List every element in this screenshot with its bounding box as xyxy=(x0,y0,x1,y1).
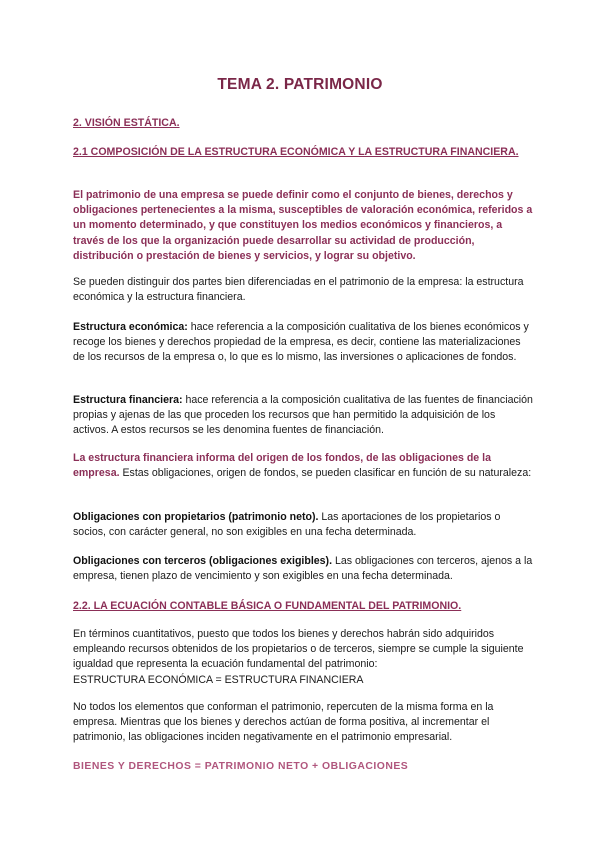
intro-paragraph: Se pueden distinguir dos partes bien diferenciadas en el patrimonio de la empresa: la estructura económica y la estructura financiera. xyxy=(73,276,524,304)
obligations-intro-text: Estas obligaciones, origen de fondos, se pueden clasificar en función de su naturaleza: xyxy=(119,467,532,480)
equation-paragraph xyxy=(73,627,533,688)
financial-structure-term: Estructura financiera: xyxy=(73,394,183,406)
economic-structure-term: Estructura económica: xyxy=(73,321,188,333)
impact-paragraph: No todos los elementos que conforman el patrimonio, repercuten de la misma forma en la empresa. Mientras que los bienes y derechos actúan de forma positiva, al incrementar el patrimonio, las obligaciones inciden negativamente en el patrimonio empresarial. xyxy=(73,701,494,744)
financial-structure-text: hace referencia a la composición cualitativa de las fuentes de financiación propias y ajenas de las que proceden los recursos que han permitido la adquisición de los activos. A estos recursos se les denomina fuentes de financiación. xyxy=(73,394,533,437)
page-title: TEMA 2. PATRIMONIO xyxy=(217,76,383,93)
economic-structure-text: hace referencia a la composición cualitativa de los bienes económicos y recoge los bienes y derechos propiedad de la empresa, es decir, contiene las materializaciones de los recursos de la empresa o, lo que es lo mismo, las inversiones o aplicaciones de fondos. xyxy=(73,321,529,364)
section-heading-2: 2. VISIÓN ESTÁTICA. xyxy=(73,117,180,129)
equation-text: En términos cuantitativos, puesto que todos los bienes y derechos habrán sido adquiridos empleando recursos obtenidos de los propietarios o de terceros, siempre se cumple la siguiente igualdad que representa la ecuación fundamental del patrimonio: xyxy=(73,628,524,671)
owners-obligations-text: Las aportaciones de los propietarios o socios, con carácter general, no son exigibles en una fecha determinada. xyxy=(73,511,501,539)
financial-structure-paragraph xyxy=(73,393,533,439)
owners-obligations-term: Obligaciones con propietarios (patrimonio neto). xyxy=(73,511,319,523)
equation-line: ESTRUCTURA ECONÓMICA = ESTRUCTURA FINANCIERA xyxy=(73,673,364,686)
patrimony-formula: BIENES Y DERECHOS = PATRIMONIO NETO + OBLIGACIONES xyxy=(73,761,409,772)
owners-obligations-paragraph xyxy=(73,510,533,540)
section-heading-2-2: 2.2. LA ECUACIÓN CONTABLE BÁSICA O FUNDAMENTAL DEL PATRIMONIO. xyxy=(73,600,462,612)
third-party-obligations-text: Las obligaciones con terceros, ajenos a la empresa, tienen plazo de vencimiento y son exigibles en una fecha determinada. xyxy=(73,555,533,583)
third-party-obligations-paragraph xyxy=(73,554,533,584)
economic-structure-paragraph xyxy=(73,320,533,366)
third-party-obligations-term: Obligaciones con terceros (obligaciones exigibles). xyxy=(73,555,333,567)
obligations-intro-accent: La estructura financiera informa del origen de los fondos, de las obligaciones de la empresa. xyxy=(73,452,491,480)
section-heading-2-1: 2.1 COMPOSICIÓN DE LA ESTRUCTURA ECONÓMICA Y LA ESTRUCTURA FINANCIERA. xyxy=(73,146,519,158)
obligations-intro-paragraph xyxy=(73,451,533,481)
definition-paragraph: El patrimonio de una empresa se puede definir como el conjunto de bienes, derechos y obligaciones pertenecientes a la misma, susceptibles de valoración económica, referidos a un momento determinado, y que constituyen los medios económicos y financieros, a través de los que la organización puede desarrollar su actividad de producción, distribución o prestación de bienes y servicios, y lograr su objetivo. xyxy=(73,189,533,262)
